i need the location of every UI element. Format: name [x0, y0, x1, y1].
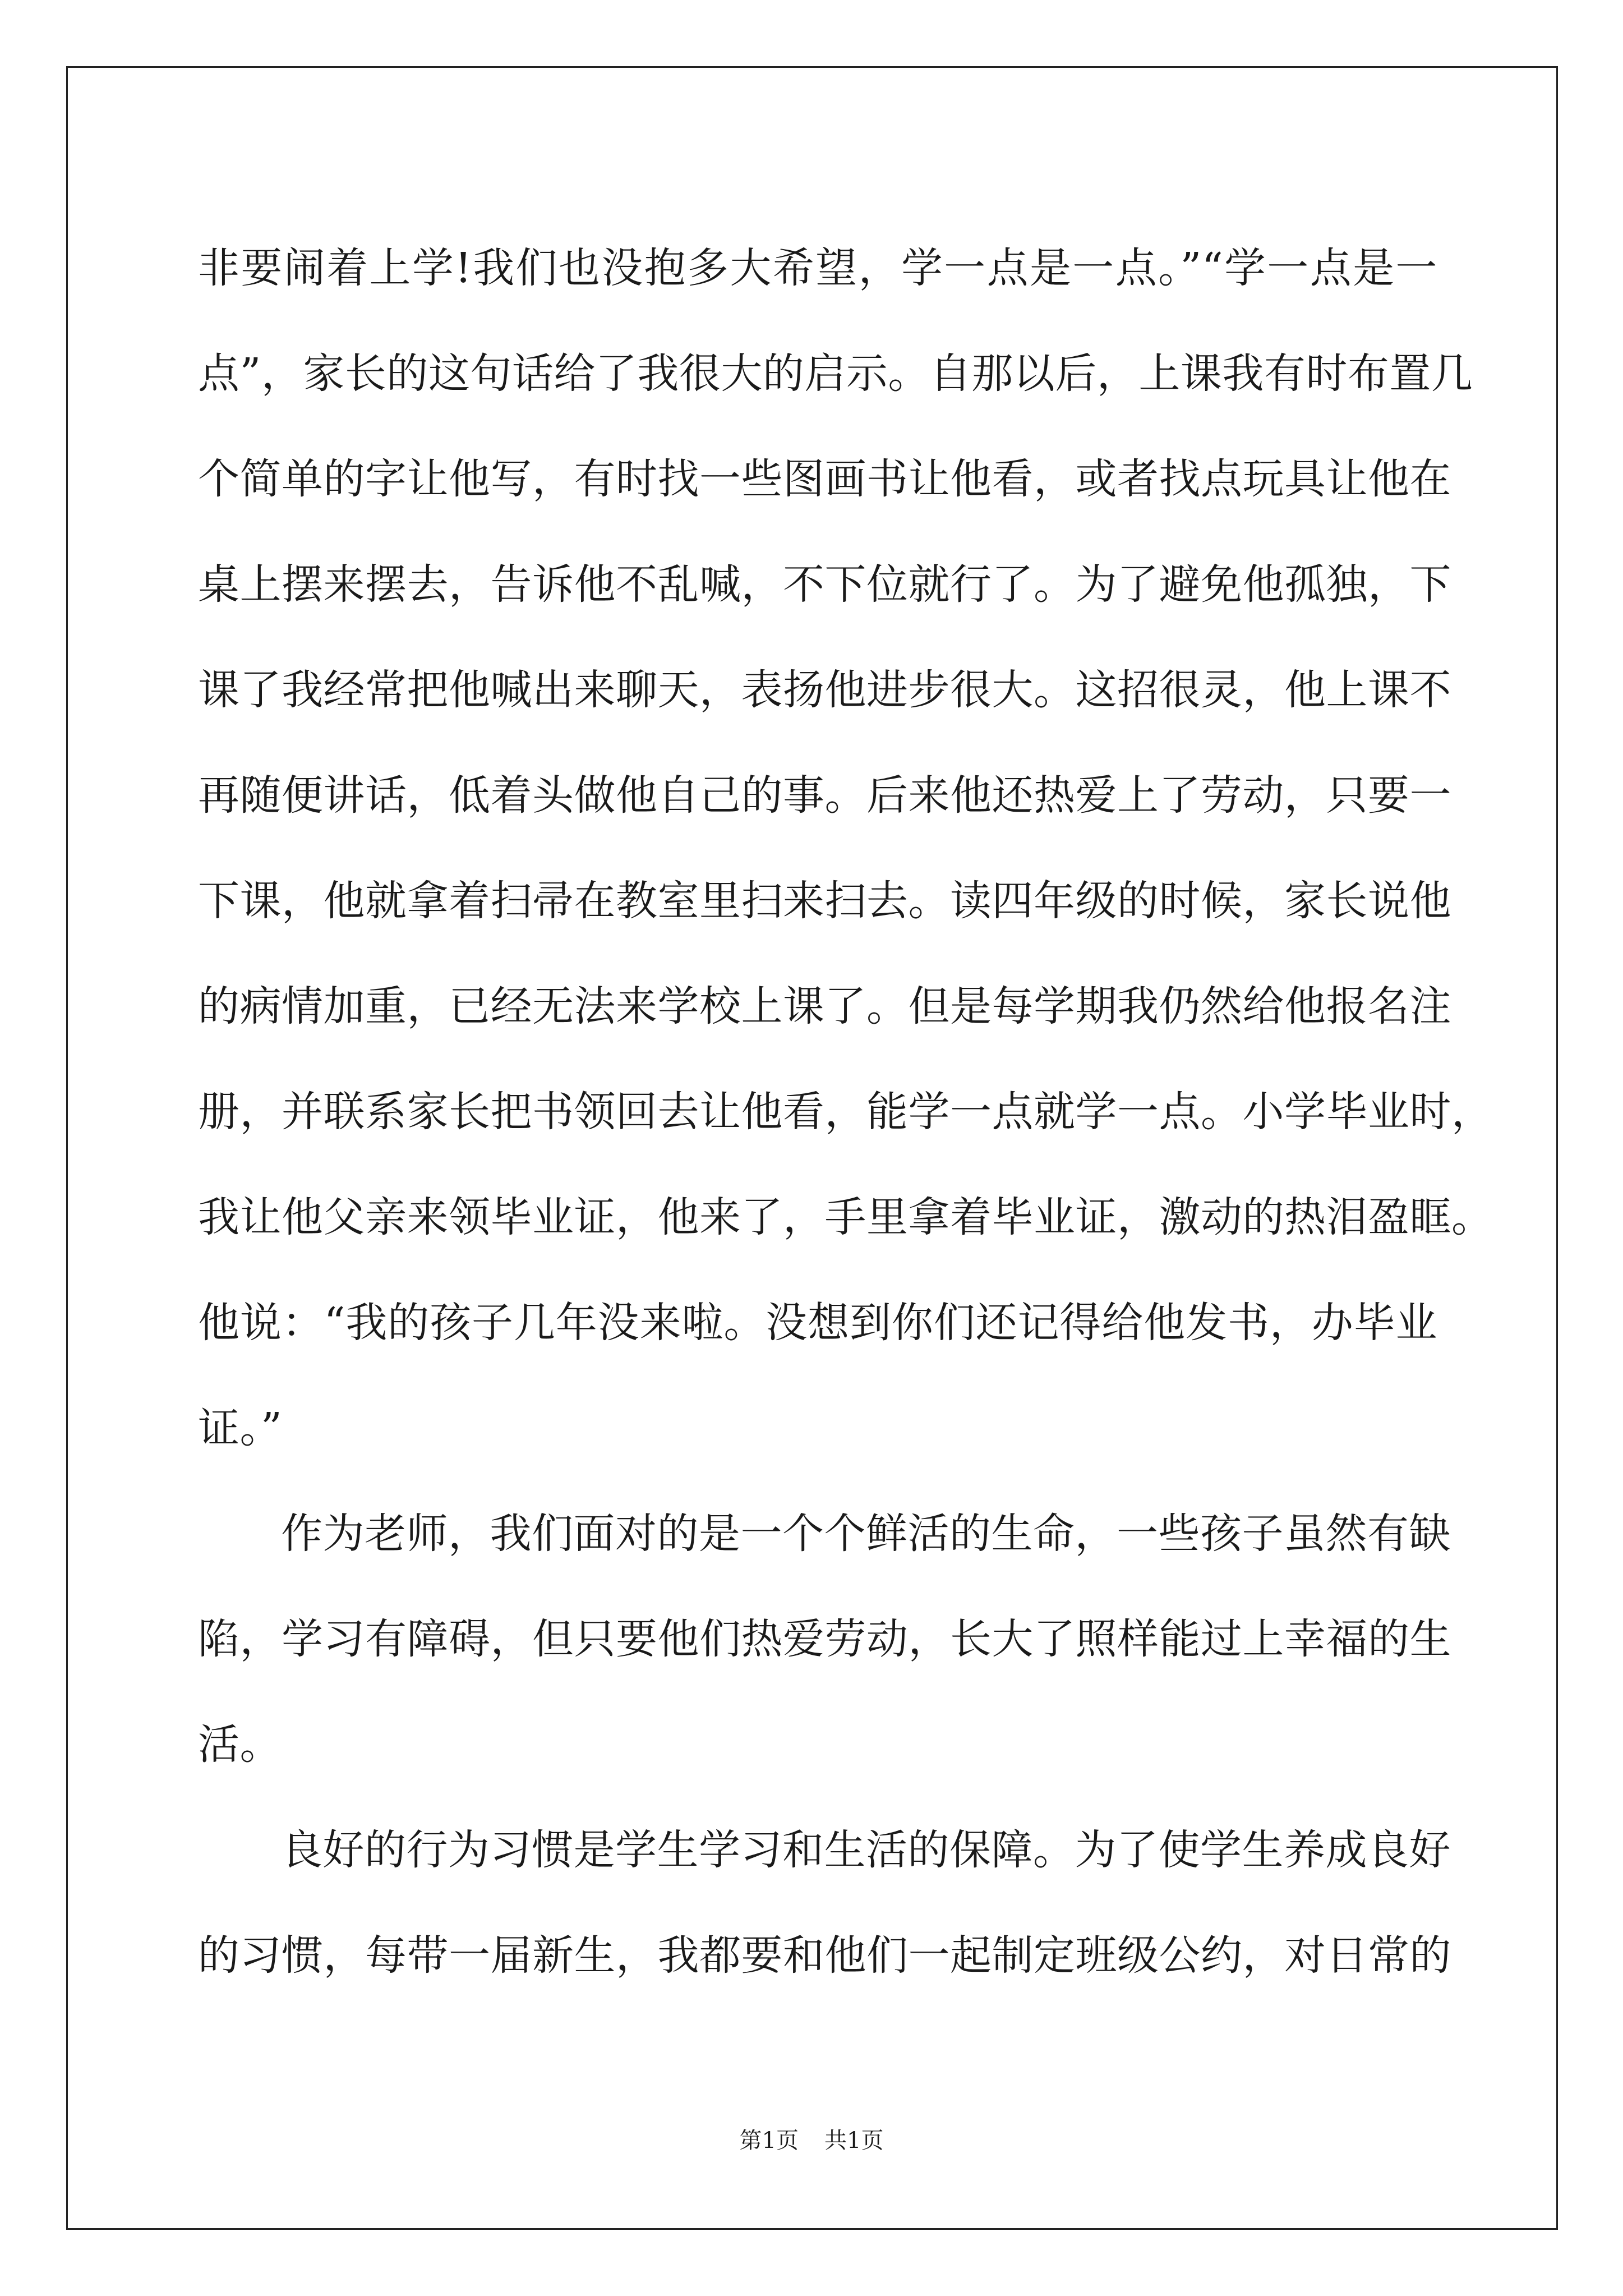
- page-footer: [0, 2127, 1623, 2154]
- text-line: 的病情加重，已经无法来学校上课了。但是每学期我仍然给他报名注: [198, 982, 1451, 1030]
- text-line: 证。”: [198, 1404, 283, 1452]
- text-line: 册，并联系家长把书领回去让他看，能学一点就学一点。小学毕业时，: [198, 1088, 1493, 1136]
- page-number-current: 第1页: [739, 2128, 799, 2154]
- paragraph-3: [198, 1797, 1451, 2008]
- text-line: 的习惯，每带一届新生，我都要和他们一起制定班级公约，对日常的: [198, 1931, 1451, 1980]
- text-line: 下课，他就拿着扫帚在教室里扫来扫去。读四年级的时候，家长说他: [198, 877, 1451, 925]
- text-line: 我让他父亲来领毕业证，他来了，手里拿着毕业证，激动的热泪盈眶。: [198, 1193, 1493, 1241]
- document-body: [198, 215, 1493, 2008]
- text-line: 再随便讲话，低着头做他自己的事。后来他还热爱上了劳动，只要一: [198, 771, 1451, 820]
- paragraph-1: [198, 215, 1493, 1481]
- text-line: 良好的行为习惯是学生学习和生活的保障。为了使学生养成良好: [281, 1826, 1451, 1874]
- text-line: 课了我经常把他喊出来聊天，表扬他进步很大。这招很灵，他上课不: [198, 666, 1451, 714]
- text-line: 活。: [198, 1720, 282, 1769]
- text-line: 桌上摆来摆去，告诉他不乱喊，不下位就行了。为了避免他孤独，下: [198, 560, 1451, 609]
- text-line: 个简单的字让他写，有时找一些图画书让他看，或者找点玩具让他在: [198, 455, 1451, 503]
- text-line: 作为老师，我们面对的是一个个鲜活的生命，一些孩子虽然有缺: [281, 1510, 1451, 1558]
- paragraph-2: [198, 1481, 1451, 1797]
- text-line: 非要闹着上学!我们也没抱多大希望，学一点是一点。”“学一点是一: [198, 244, 1437, 292]
- text-line: 他说：“我的孩子几年没来啦。没想到你们还记得给他发书，办毕业: [198, 1299, 1437, 1347]
- text-line: 陷，学习有障碍，但只要他们热爱劳动，长大了照样能过上幸福的生: [198, 1615, 1451, 1663]
- text-line: 点”，家长的这句话给了我很大的启示。自那以后，上课我有时布置几: [198, 349, 1473, 398]
- page-number-total: 共1页: [824, 2128, 884, 2154]
